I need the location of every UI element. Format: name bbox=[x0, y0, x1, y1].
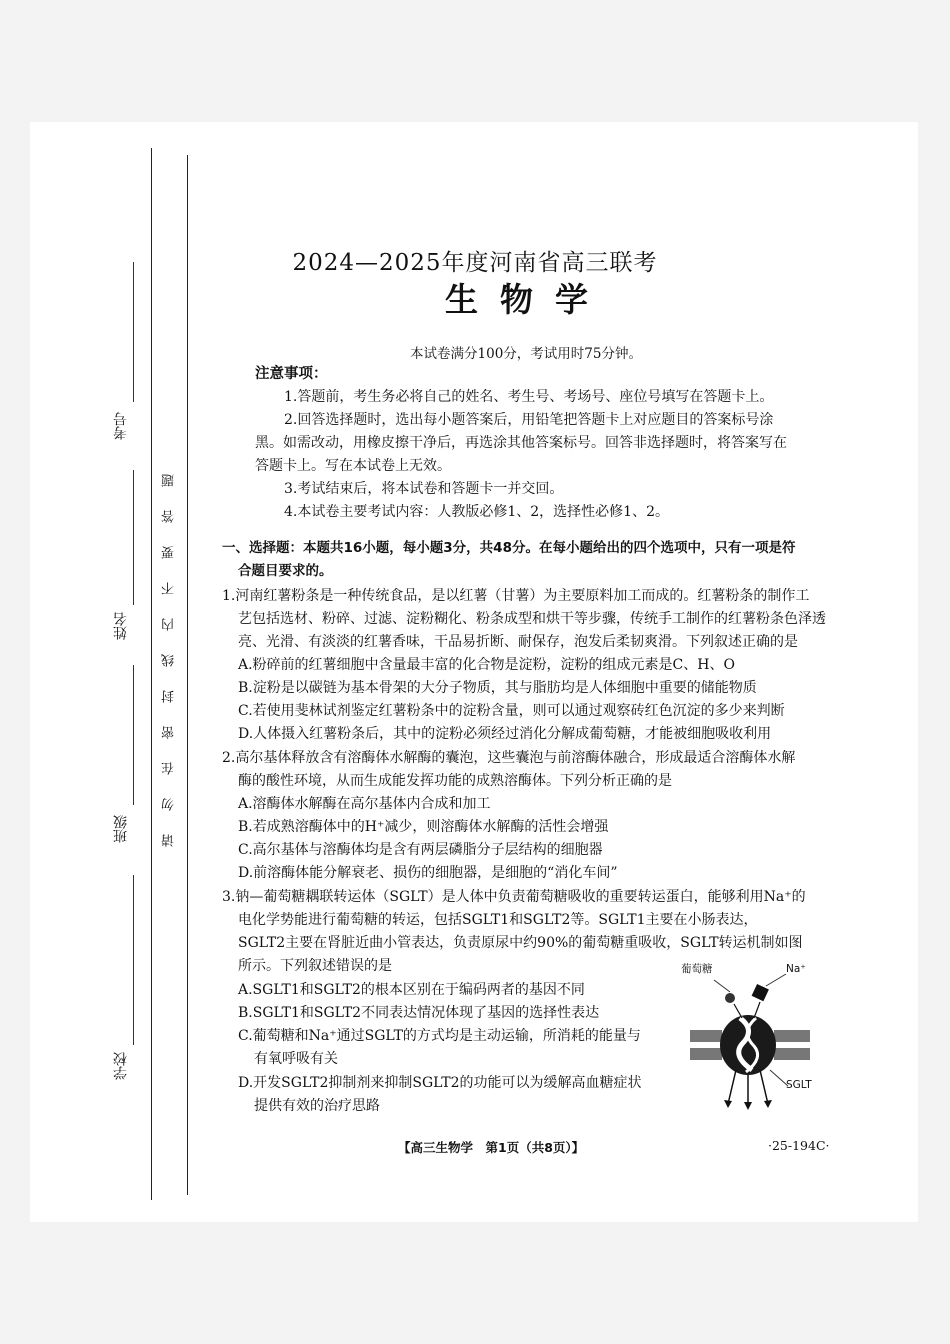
q3-option-a: A.SGLT1和SGLT2的根本区别在于编码两者的基因不同 bbox=[238, 982, 585, 998]
arrow-down-right bbox=[760, 1070, 768, 1104]
label-banji: 班级 bbox=[113, 815, 129, 843]
q2-option-c: C.高尔基体与溶酶体均是含有两层磷脂分子层结构的细胞器 bbox=[238, 842, 603, 858]
label-glucose: 葡萄糖 bbox=[681, 963, 713, 975]
q3-stem-line: 电化学势能进行葡萄糖的转运，包括SGLT1和SGLT2等。SGLT1主要在小肠表达， bbox=[238, 912, 758, 928]
blank-banji bbox=[133, 665, 134, 805]
label-kaohao: 考号 bbox=[113, 412, 129, 440]
glucose-molecule-icon bbox=[725, 993, 735, 1003]
seal-char: 勿 bbox=[162, 798, 177, 811]
q3-stem-line: 3.钠—葡萄糖耦联转运体（SGLT）是人体中负责葡萄糖吸收的重要转运蛋白，能够利用Na⁺的 bbox=[222, 889, 806, 905]
q3-option-d-cont: 提供有效的治疗思路 bbox=[254, 1098, 380, 1114]
arrow-head-icon bbox=[724, 1100, 732, 1108]
q1-stem-line: 1.河南红薯粉条是一种传统食品，是以红薯（甘薯）为主要原料加工而成的。红薯粉条的制作工 bbox=[222, 588, 810, 604]
q1-stem-line: 艺包括选材、粉碎、过滤、淀粉糊化、粉条成型和烘干等步骤，传统手工制作的红薯粉条色泽透 bbox=[238, 611, 826, 627]
label-xingming: 姓名 bbox=[113, 612, 129, 640]
blank-xingming bbox=[133, 470, 134, 605]
q1-option-a: A.粉碎前的红薯细胞中含量最丰富的化合物是淀粉，淀粉的组成元素是C、H、O bbox=[238, 657, 735, 673]
sodium-ion-icon bbox=[752, 984, 769, 1001]
q3-stem-line: 所示。下列叙述错误的是 bbox=[238, 958, 392, 974]
membrane-upper-right bbox=[774, 1030, 810, 1042]
q2-stem-line: 酶的酸性环境，从而生成能发挥功能的成熟溶酶体。下列分析正确的是 bbox=[238, 773, 672, 789]
section-heading: 一、选择题：本题共16小题，每小题3分，共48分。在每小题给出的四个选项中，只有一项是符 bbox=[222, 540, 796, 556]
membrane-lower-right bbox=[774, 1048, 810, 1060]
q2-option-d: D.前溶酶体能分解衰老、损伤的细胞器，是细胞的“消化车间” bbox=[238, 865, 618, 881]
seal-char: 封 bbox=[162, 690, 177, 703]
q3-option-d: D.开发SGLT2抑制剂来抑制SGLT2的功能可以为缓解高血糖症状 bbox=[238, 1075, 642, 1091]
note-line: 1.答题前，考生务必将自己的姓名、考生号、考场号、座位号填写在答题卡上。 bbox=[284, 389, 774, 405]
score-info: 本试卷满分100分，考试用时75分钟。 bbox=[410, 346, 642, 362]
exam-title: 2024—2025年度河南省高三联考 bbox=[292, 250, 658, 276]
note-line: 答题卡上。写在本试卷上无效。 bbox=[255, 458, 451, 474]
q1-option-b: B.淀粉是以碳链为基本骨架的大分子物质，其与脂肪均是人体细胞中重要的储能物质 bbox=[238, 680, 757, 696]
na-leader-line bbox=[766, 974, 786, 986]
q1-option-c: C.若使用斐林试剂鉴定红薯粉条中的淀粉含量，则可以通过观察砖红色沉淀的多少来判断 bbox=[238, 703, 785, 719]
q2-stem-line: 2.高尔基体释放含有溶酶体水解酶的囊泡，这些囊泡与前溶酶体融合，形成最适合溶酶体水解 bbox=[222, 750, 796, 766]
page-footer: 【高三生物学 第1页（共8页）】 bbox=[398, 1140, 585, 1155]
seal-char: 请 bbox=[162, 834, 177, 847]
q2-option-b: B.若成熟溶酶体中的H⁺减少，则溶酶体水解酶的活性会增强 bbox=[238, 819, 609, 835]
arrow-head-icon bbox=[764, 1100, 772, 1108]
seal-char: 不 bbox=[162, 582, 177, 595]
note-line: 4.本试卷主要考试内容：人教版必修1、2，选择性必修1、2。 bbox=[284, 504, 669, 520]
note-line: 黑。如需改动，用橡皮擦干净后，再选涂其他答案标号。回答非选择题时，将答案写在 bbox=[255, 435, 787, 451]
q1-stem-line: 亮、光滑、有淡淡的红薯香味，干品易折断、耐保存，泡发后柔韧爽滑。下列叙述正确的是 bbox=[238, 634, 798, 650]
q3-stem-line: SGLT2主要在肾脏近曲小管表达，负责原尿中约90%的葡萄糖重吸收，SGLT转运机制如图 bbox=[238, 935, 803, 951]
notes-heading: 注意事项： bbox=[255, 366, 328, 382]
membrane-upper-left bbox=[690, 1030, 722, 1042]
seal-char: 线 bbox=[162, 654, 177, 667]
q3-option-c-cont: 有氧呼吸有关 bbox=[254, 1051, 338, 1067]
seal-char: 密 bbox=[162, 726, 177, 739]
membrane-lower-left bbox=[690, 1048, 722, 1060]
glucose-leader-line bbox=[714, 980, 730, 992]
sglt-diagram bbox=[676, 958, 828, 1118]
q3-option-b: B.SGLT1和SGLT2不同表达情况体现了基因的选择性表达 bbox=[238, 1005, 600, 1021]
seal-char: 内 bbox=[162, 618, 177, 631]
q2-option-a: A.溶酶体水解酶在高尔基体内合成和加工 bbox=[238, 796, 491, 812]
seal-char: 题 bbox=[162, 474, 177, 487]
label-sodium: Na⁺ bbox=[786, 963, 806, 975]
arrow-in-sodium bbox=[754, 1002, 760, 1018]
seal-char: 要 bbox=[162, 546, 177, 559]
seal-char: 在 bbox=[162, 762, 177, 775]
seal-char: 答 bbox=[162, 510, 177, 523]
label-sglt: SGLT bbox=[786, 1079, 812, 1091]
q1-option-d: D.人体摄入红薯粉条后，其中的淀粉必须经过消化分解成葡萄糖，才能被细胞吸收利用 bbox=[238, 726, 772, 742]
note-line: 2.回答选择题时，选出每小题答案后，用铅笔把答题卡上对应题目的答案标号涂 bbox=[284, 412, 774, 428]
subject-title: 生物学 bbox=[445, 280, 610, 319]
arrow-in-glucose bbox=[734, 1004, 742, 1018]
arrow-head-icon bbox=[744, 1102, 752, 1110]
section-heading-cont: 合题目要求的。 bbox=[238, 563, 333, 579]
q3-option-c: C.葡萄糖和Na⁺通过SGLT的方式均是主动运输，所消耗的能量与 bbox=[238, 1028, 641, 1044]
sglt-figure bbox=[676, 958, 828, 1118]
label-xuexiao: 学校 bbox=[113, 1052, 129, 1080]
arrow-down-left bbox=[728, 1070, 736, 1104]
blank-xuexiao bbox=[133, 875, 134, 1045]
note-line: 3.考试结束后，将本试卷和答题卡一并交回。 bbox=[284, 481, 564, 497]
exam-code: ·25-194C· bbox=[768, 1138, 830, 1153]
